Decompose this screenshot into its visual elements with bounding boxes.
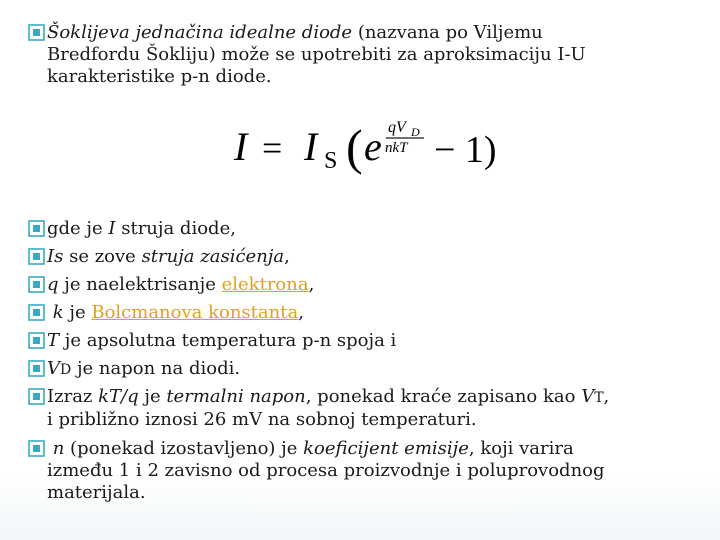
bullet-text: , (298, 302, 304, 323)
bullet-text: gde je (47, 218, 109, 239)
formula-minus-one: − 1) (434, 129, 497, 171)
bullet-square-icon (28, 440, 45, 457)
bullet-symbol: q (47, 274, 59, 295)
bullet-symbol: n (52, 438, 65, 459)
bullet-square-icon (28, 332, 45, 349)
bullet-text: između 1 i 2 zavisno od procesa proizvodnje i poluprovodnog (47, 460, 605, 481)
bullet-text: (ponekad izostavljeno) je (64, 438, 304, 459)
formula-exp-num: qV (388, 119, 406, 136)
bullet-symbol: kT/q (98, 386, 139, 407)
formula-open-paren: ( (346, 119, 363, 175)
bullet-symbol: T (47, 330, 60, 351)
bullet-text: , (308, 274, 315, 295)
bullet-term: koeficijent emisije (303, 438, 469, 459)
bullet-text: struja diode, (115, 218, 236, 239)
bullet-text: je (63, 302, 92, 323)
bullet-square-icon (28, 304, 45, 321)
intro-italic: Šoklijeva jednačina idealne diode (47, 22, 353, 43)
formula-lhs: I (234, 124, 248, 169)
bullet-symbol: Is (47, 246, 64, 267)
formula-exp-num-sub: D (411, 125, 420, 139)
bullet-text: materijala. (47, 482, 146, 503)
link-elektrona[interactable]: elektrona (221, 274, 309, 295)
bullet-symbol: I (108, 218, 116, 239)
bullet-text: , ponekad kraće zapisano kao (305, 386, 582, 407)
bullet-symbol: V (47, 358, 60, 379)
bullet-symbol: V (581, 386, 595, 407)
bullet-text: je (138, 386, 167, 407)
shockley-formula (228, 108, 512, 180)
formula-eq: = (262, 128, 283, 168)
intro-line1: (nazvana po Viljemu (352, 22, 543, 43)
bullet-subscript: T (594, 390, 604, 406)
bullet-text: , (284, 246, 290, 267)
bullet-term: struja zasićenja (141, 246, 285, 267)
intro-line3: karakteristike p-n diode. (47, 66, 272, 87)
bullet-text: Izraz (47, 386, 99, 407)
formula-is-sub: S (324, 148, 338, 174)
formula-is: I (304, 124, 318, 169)
bullet-square-icon (28, 388, 45, 405)
formula-e: e (364, 124, 382, 169)
bullet-text: , koji varira (468, 438, 574, 459)
bullet-text: je naelektrisanje (58, 274, 222, 295)
bullet-symbol: k (52, 302, 64, 323)
bullet-square-icon (28, 276, 45, 293)
bullet-square-icon (28, 248, 45, 265)
bullet-text: i približno iznosi 26 mV na sobnoj temperaturi. (47, 409, 477, 430)
formula-exp-den: nkT (385, 140, 408, 156)
link-bolcmanova-konstanta[interactable]: Bolcmanova konstanta (91, 302, 299, 323)
bullet-text: , (603, 386, 610, 407)
bullet-subscript: D (60, 362, 72, 378)
bullet-term: termalni napon (166, 386, 306, 407)
intro-line2: Bredfordu Šokliju) može se upotrebiti za aproksimaciju I-U (47, 44, 586, 65)
bullet-square-icon (28, 24, 45, 41)
bullet-square-icon (28, 360, 45, 377)
bullet-text: je napon na diodi. (71, 358, 241, 379)
bullet-square-icon (28, 220, 45, 237)
bullet-text: se zove (63, 246, 142, 267)
bullet-text: je apsolutna temperatura p-n spoja i (59, 330, 397, 351)
